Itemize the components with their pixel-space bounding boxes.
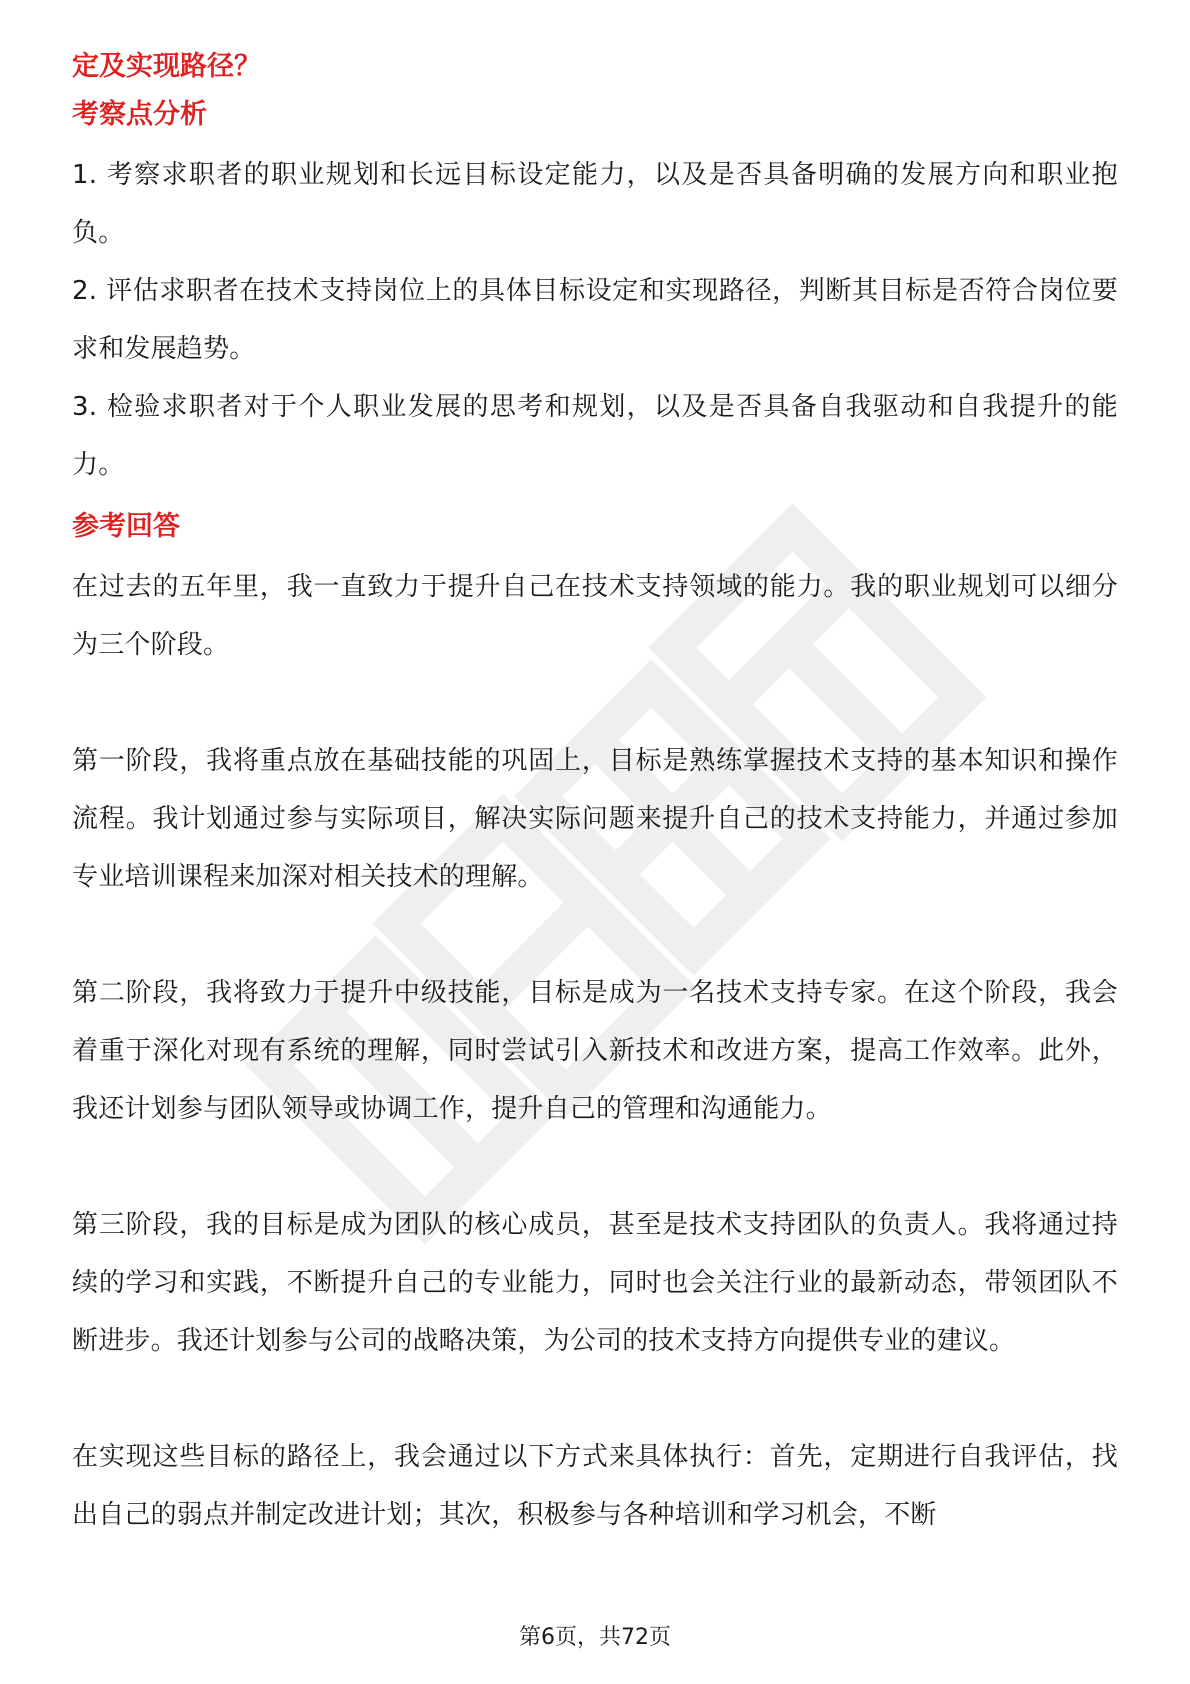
analysis-heading: 考察点分析 (72, 99, 207, 130)
page-footer: 第6页，共72页 (519, 1625, 671, 1650)
analysis-point: 3. 检验求职者对于个人职业发展的思考和规划，以及是否具备自我驱动和自我提升的能力。 (72, 392, 1118, 480)
question-title-continuation: 定及实现路径？ (72, 51, 261, 82)
answer-paragraph: 在过去的五年里，我一直致力于提升自己在技术支持领域的能力。我的职业规划可以细分为三个阶段。 (72, 572, 1118, 660)
answer-paragraph: 第一阶段，我将重点放在基础技能的巩固上，目标是熟练掌握技术支持的基本知识和操作流程。我计划通过参与实际项目，解决实际问题来提升自己的技术支持能力，并通过参加专业培训课程来加深对相关技术的理解。 (72, 746, 1118, 892)
answer-paragraph: 第三阶段，我的目标是成为团队的核心成员，甚至是技术支持团队的负责人。我将通过持续的学习和实践，不断提升自己的专业能力，同时也会关注行业的最新动态，带领团队不断进步。我还计划参与公司的战略决策，为公司的技术支持方向提供专业的建议。 (72, 1210, 1118, 1356)
analysis-point: 2. 评估求职者在技术支持岗位上的具体目标设定和实现路径，判断其目标是否符合岗位要求和发展趋势。 (72, 276, 1118, 364)
content (72, 48, 1118, 1544)
answer-paragraph: 第二阶段，我将致力于提升中级技能，目标是成为一名技术支持专家。在这个阶段，我会着重于深化对现有系统的理解，同时尝试引入新技术和改进方案，提高工作效率。此外，我还计划参与团队领导或协调工作，提升自己的管理和沟通能力。 (72, 978, 1118, 1124)
answer-heading: 参考回答 (72, 511, 180, 542)
analysis-point: 1. 考察求职者的职业规划和长远目标设定能力，以及是否具备明确的发展方向和职业抱负。 (72, 160, 1118, 248)
answer-paragraph: 在实现这些目标的路径上，我会通过以下方式来具体执行：首先，定期进行自我评估，找出自己的弱点并制定改进计划；其次，积极参与各种培训和学习机会，不断 (72, 1442, 1118, 1530)
